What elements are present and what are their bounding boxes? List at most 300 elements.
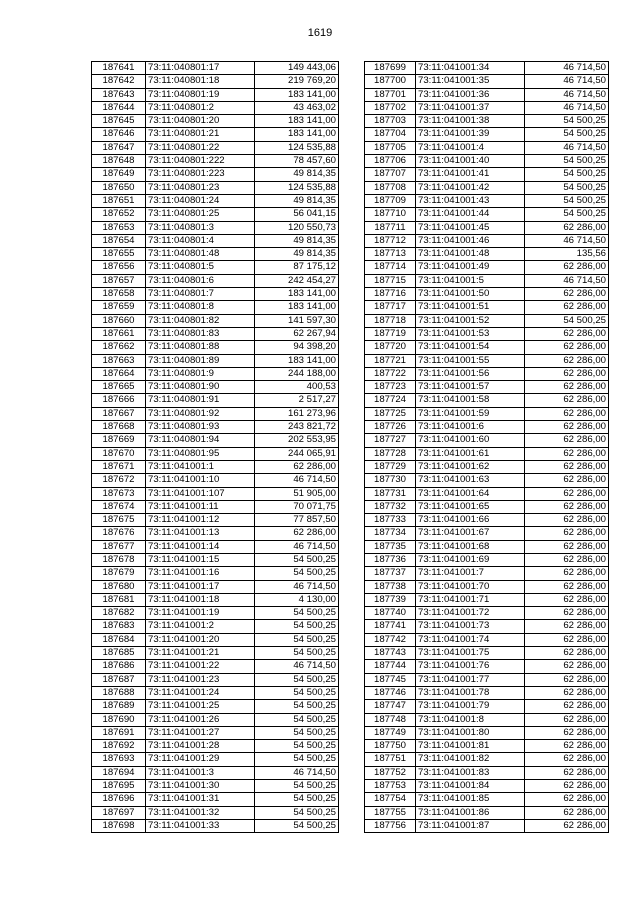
table-row bbox=[365, 567, 609, 580]
value-cell: 62 286,00 bbox=[525, 607, 609, 620]
value-cell: 124 535,88 bbox=[255, 181, 339, 194]
cadastral-number-cell: 73:11:041001:14 bbox=[146, 540, 255, 553]
value-cell: 183 141,00 bbox=[255, 115, 339, 128]
value-cell: 62 286,00 bbox=[525, 553, 609, 566]
cadastral-number-cell: 73:11:041001:51 bbox=[416, 301, 525, 314]
cadastral-number-cell: 73:11:041001:78 bbox=[416, 686, 525, 699]
row-number-cell: 187737 bbox=[365, 567, 416, 580]
table-row bbox=[92, 208, 339, 221]
row-number-cell: 187728 bbox=[365, 447, 416, 460]
value-cell: 62 286,00 bbox=[525, 753, 609, 766]
value-cell: 62 286,00 bbox=[525, 341, 609, 354]
value-cell: 54 500,25 bbox=[255, 740, 339, 753]
value-cell: 46 714,50 bbox=[525, 234, 609, 247]
table-row bbox=[365, 155, 609, 168]
table-row bbox=[92, 181, 339, 194]
row-number-cell: 187703 bbox=[365, 115, 416, 128]
cadastral-number-cell: 73:11:040801:25 bbox=[146, 208, 255, 221]
value-cell: 54 500,25 bbox=[525, 128, 609, 141]
cadastral-number-cell: 73:11:041001:80 bbox=[416, 726, 525, 739]
row-number-cell: 187669 bbox=[92, 434, 146, 447]
value-cell: 62 286,00 bbox=[525, 700, 609, 713]
value-cell: 62 286,00 bbox=[525, 793, 609, 806]
row-number-cell: 187713 bbox=[365, 248, 416, 261]
table-row bbox=[365, 633, 609, 646]
table-row bbox=[365, 421, 609, 434]
cadastral-number-cell: 73:11:041001:66 bbox=[416, 514, 525, 527]
row-number-cell: 187750 bbox=[365, 740, 416, 753]
row-number-cell: 187659 bbox=[92, 301, 146, 314]
cadastral-number-cell: 73:11:041001:62 bbox=[416, 460, 525, 473]
row-number-cell: 187719 bbox=[365, 327, 416, 340]
cadastral-number-cell: 73:11:041001:23 bbox=[146, 673, 255, 686]
table-row bbox=[365, 620, 609, 633]
cadastral-number-cell: 73:11:040801:18 bbox=[146, 75, 255, 88]
row-number-cell: 187755 bbox=[365, 806, 416, 819]
row-number-cell: 187689 bbox=[92, 700, 146, 713]
row-number-cell: 187676 bbox=[92, 527, 146, 540]
row-number-cell: 187702 bbox=[365, 101, 416, 114]
value-cell: 62 286,00 bbox=[525, 474, 609, 487]
cadastral-number-cell: 73:11:041001:79 bbox=[416, 700, 525, 713]
row-number-cell: 187716 bbox=[365, 288, 416, 301]
table-row bbox=[92, 354, 339, 367]
table-row bbox=[92, 766, 339, 779]
row-number-cell: 187658 bbox=[92, 288, 146, 301]
row-number-cell: 187736 bbox=[365, 553, 416, 566]
table-row bbox=[365, 753, 609, 766]
table-row bbox=[92, 780, 339, 793]
cadastral-number-cell: 73:11:041001:4 bbox=[416, 141, 525, 154]
row-number-cell: 187704 bbox=[365, 128, 416, 141]
row-number-cell: 187683 bbox=[92, 620, 146, 633]
row-number-cell: 187717 bbox=[365, 301, 416, 314]
value-cell: 46 714,50 bbox=[255, 660, 339, 673]
row-number-cell: 187722 bbox=[365, 367, 416, 380]
table-row bbox=[92, 168, 339, 181]
cadastral-number-cell: 73:11:041001:27 bbox=[146, 726, 255, 739]
table-row bbox=[365, 407, 609, 420]
row-number-cell: 187682 bbox=[92, 607, 146, 620]
value-cell: 54 500,25 bbox=[255, 753, 339, 766]
value-cell: 49 814,35 bbox=[255, 248, 339, 261]
table-row bbox=[92, 407, 339, 420]
table-row bbox=[365, 527, 609, 540]
value-cell: 54 500,25 bbox=[255, 819, 339, 832]
table-row bbox=[365, 474, 609, 487]
cadastral-number-cell: 73:11:041001:44 bbox=[416, 208, 525, 221]
cadastral-number-cell: 73:11:041001:30 bbox=[146, 780, 255, 793]
value-cell: 54 500,25 bbox=[255, 607, 339, 620]
table-row bbox=[92, 673, 339, 686]
value-cell: 400,53 bbox=[255, 381, 339, 394]
cadastral-number-cell: 73:11:040801:23 bbox=[146, 181, 255, 194]
row-number-cell: 187738 bbox=[365, 580, 416, 593]
row-number-cell: 187718 bbox=[365, 314, 416, 327]
value-cell: 62 286,00 bbox=[525, 806, 609, 819]
cadastral-number-cell: 73:11:040801:5 bbox=[146, 261, 255, 274]
cadastral-number-cell: 73:11:041001:71 bbox=[416, 593, 525, 606]
row-number-cell: 187681 bbox=[92, 593, 146, 606]
row-number-cell: 187708 bbox=[365, 181, 416, 194]
value-cell: 62 286,00 bbox=[525, 819, 609, 832]
value-cell: 54 500,25 bbox=[255, 647, 339, 660]
cadastral-number-cell: 73:11:041001:55 bbox=[416, 354, 525, 367]
table-row bbox=[92, 686, 339, 699]
table-row bbox=[92, 447, 339, 460]
table-row bbox=[92, 421, 339, 434]
cadastral-number-cell: 73:11:040801:92 bbox=[146, 407, 255, 420]
table-row bbox=[92, 128, 339, 141]
value-cell: 54 500,25 bbox=[255, 686, 339, 699]
row-number-cell: 187648 bbox=[92, 155, 146, 168]
row-number-cell: 187655 bbox=[92, 248, 146, 261]
table-row bbox=[365, 553, 609, 566]
value-cell: 62 286,00 bbox=[525, 620, 609, 633]
value-cell: 46 714,50 bbox=[255, 766, 339, 779]
table-row bbox=[92, 115, 339, 128]
row-number-cell: 187711 bbox=[365, 221, 416, 234]
value-cell: 46 714,50 bbox=[525, 101, 609, 114]
row-number-cell: 187656 bbox=[92, 261, 146, 274]
table-row bbox=[365, 514, 609, 527]
row-number-cell: 187712 bbox=[365, 234, 416, 247]
value-cell: 161 273,96 bbox=[255, 407, 339, 420]
value-cell: 62 267,94 bbox=[255, 327, 339, 340]
cadastral-number-cell: 73:11:040801:223 bbox=[146, 168, 255, 181]
row-number-cell: 187667 bbox=[92, 407, 146, 420]
value-cell: 54 500,25 bbox=[255, 567, 339, 580]
cadastral-number-cell: 73:11:041001:84 bbox=[416, 780, 525, 793]
row-number-cell: 187644 bbox=[92, 101, 146, 114]
table-row bbox=[365, 341, 609, 354]
cadastral-number-cell: 73:11:041001:107 bbox=[146, 487, 255, 500]
value-cell: 54 500,25 bbox=[255, 620, 339, 633]
value-cell: 46 714,50 bbox=[525, 141, 609, 154]
value-cell: 54 500,25 bbox=[255, 673, 339, 686]
row-number-cell: 187742 bbox=[365, 633, 416, 646]
cadastral-number-cell: 73:11:041001:1 bbox=[146, 460, 255, 473]
value-cell: 62 286,00 bbox=[525, 460, 609, 473]
cadastral-number-cell: 73:11:040801:83 bbox=[146, 327, 255, 340]
row-number-cell: 187654 bbox=[92, 234, 146, 247]
table-row bbox=[92, 806, 339, 819]
cadastral-number-cell: 73:11:041001:60 bbox=[416, 434, 525, 447]
value-cell: 183 141,00 bbox=[255, 301, 339, 314]
row-number-cell: 187664 bbox=[92, 367, 146, 380]
value-cell: 219 769,20 bbox=[255, 75, 339, 88]
row-number-cell: 187661 bbox=[92, 327, 146, 340]
row-number-cell: 187685 bbox=[92, 647, 146, 660]
row-number-cell: 187649 bbox=[92, 168, 146, 181]
table-row bbox=[365, 208, 609, 221]
cadastral-number-cell: 73:11:041001:61 bbox=[416, 447, 525, 460]
row-number-cell: 187672 bbox=[92, 474, 146, 487]
cadastral-number-cell: 73:11:040801:8 bbox=[146, 301, 255, 314]
row-number-cell: 187732 bbox=[365, 500, 416, 513]
value-cell: 62 286,00 bbox=[525, 261, 609, 274]
cadastral-number-cell: 73:11:041001:18 bbox=[146, 593, 255, 606]
value-cell: 62 286,00 bbox=[525, 367, 609, 380]
row-number-cell: 187731 bbox=[365, 487, 416, 500]
row-number-cell: 187744 bbox=[365, 660, 416, 673]
cadastral-number-cell: 73:11:041001:28 bbox=[146, 740, 255, 753]
value-cell: 183 141,00 bbox=[255, 128, 339, 141]
cadastral-number-cell: 73:11:041001:2 bbox=[146, 620, 255, 633]
table-row bbox=[92, 647, 339, 660]
value-cell: 62 286,00 bbox=[525, 780, 609, 793]
cadastral-number-cell: 73:11:041001:38 bbox=[416, 115, 525, 128]
value-cell: 62 286,00 bbox=[525, 660, 609, 673]
cadastral-number-cell: 73:11:041001:77 bbox=[416, 673, 525, 686]
value-cell: 135,56 bbox=[525, 248, 609, 261]
value-cell: 94 398,20 bbox=[255, 341, 339, 354]
cadastral-number-cell: 73:11:040801:48 bbox=[146, 248, 255, 261]
table-row bbox=[92, 713, 339, 726]
row-number-cell: 187751 bbox=[365, 753, 416, 766]
cadastral-number-cell: 73:11:041001:26 bbox=[146, 713, 255, 726]
table-row bbox=[92, 274, 339, 287]
row-number-cell: 187754 bbox=[365, 793, 416, 806]
table-row bbox=[365, 367, 609, 380]
table-row bbox=[365, 593, 609, 606]
table-row bbox=[92, 155, 339, 168]
value-cell: 78 457,60 bbox=[255, 155, 339, 168]
row-number-cell: 187715 bbox=[365, 274, 416, 287]
row-number-cell: 187684 bbox=[92, 633, 146, 646]
table-row bbox=[92, 88, 339, 101]
value-cell: 54 500,25 bbox=[525, 314, 609, 327]
value-cell: 62 286,00 bbox=[525, 434, 609, 447]
row-number-cell: 187730 bbox=[365, 474, 416, 487]
cadastral-number-cell: 73:11:041001:87 bbox=[416, 819, 525, 832]
cadastral-number-cell: 73:11:041001:48 bbox=[416, 248, 525, 261]
value-cell: 242 454,27 bbox=[255, 274, 339, 287]
row-number-cell: 187753 bbox=[365, 780, 416, 793]
table-row bbox=[92, 514, 339, 527]
row-number-cell: 187688 bbox=[92, 686, 146, 699]
table-row bbox=[92, 234, 339, 247]
row-number-cell: 187662 bbox=[92, 341, 146, 354]
table-row bbox=[365, 88, 609, 101]
cadastral-number-cell: 73:11:041001:12 bbox=[146, 514, 255, 527]
value-cell: 54 500,25 bbox=[525, 115, 609, 128]
value-cell: 46 714,50 bbox=[255, 580, 339, 593]
cadastral-number-cell: 73:11:041001:81 bbox=[416, 740, 525, 753]
table-row bbox=[365, 580, 609, 593]
cadastral-number-cell: 73:11:041001:67 bbox=[416, 527, 525, 540]
value-cell: 183 141,00 bbox=[255, 288, 339, 301]
table-row bbox=[365, 726, 609, 739]
table-row bbox=[365, 168, 609, 181]
table-row bbox=[365, 181, 609, 194]
cadastral-number-cell: 73:11:041001:54 bbox=[416, 341, 525, 354]
table-row bbox=[92, 660, 339, 673]
cadastral-number-cell: 73:11:041001:73 bbox=[416, 620, 525, 633]
table-row bbox=[365, 647, 609, 660]
table-row bbox=[365, 314, 609, 327]
row-number-cell: 187646 bbox=[92, 128, 146, 141]
cadastral-number-cell: 73:11:041001:20 bbox=[146, 633, 255, 646]
cadastral-number-cell: 73:11:041001:83 bbox=[416, 766, 525, 779]
cadastral-number-cell: 73:11:040801:3 bbox=[146, 221, 255, 234]
cadastral-number-cell: 73:11:041001:53 bbox=[416, 327, 525, 340]
value-cell: 87 175,12 bbox=[255, 261, 339, 274]
table-row bbox=[92, 487, 339, 500]
value-cell: 56 041,15 bbox=[255, 208, 339, 221]
value-cell: 46 714,50 bbox=[525, 62, 609, 75]
value-cell: 62 286,00 bbox=[525, 740, 609, 753]
row-number-cell: 187752 bbox=[365, 766, 416, 779]
table-row bbox=[92, 620, 339, 633]
cadastral-number-cell: 73:11:040801:222 bbox=[146, 155, 255, 168]
cadastral-number-cell: 73:11:041001:76 bbox=[416, 660, 525, 673]
value-cell: 62 286,00 bbox=[525, 527, 609, 540]
cadastral-number-cell: 73:11:041001:8 bbox=[416, 713, 525, 726]
row-number-cell: 187694 bbox=[92, 766, 146, 779]
cadastral-number-cell: 73:11:040801:24 bbox=[146, 194, 255, 207]
table-row bbox=[365, 248, 609, 261]
row-number-cell: 187666 bbox=[92, 394, 146, 407]
cadastral-number-cell: 73:11:040801:17 bbox=[146, 62, 255, 75]
row-number-cell: 187671 bbox=[92, 460, 146, 473]
cadastral-number-cell: 73:11:041001:65 bbox=[416, 500, 525, 513]
cadastral-number-cell: 73:11:040801:90 bbox=[146, 381, 255, 394]
table-row bbox=[365, 819, 609, 832]
table-row bbox=[92, 633, 339, 646]
value-cell: 46 714,50 bbox=[525, 88, 609, 101]
cadastral-number-cell: 73:11:041001:58 bbox=[416, 394, 525, 407]
value-cell: 46 714,50 bbox=[525, 75, 609, 88]
value-cell: 54 500,25 bbox=[255, 726, 339, 739]
row-number-cell: 187693 bbox=[92, 753, 146, 766]
cadastral-number-cell: 73:11:041001:19 bbox=[146, 607, 255, 620]
value-cell: 46 714,50 bbox=[255, 540, 339, 553]
value-cell: 62 286,00 bbox=[525, 633, 609, 646]
table-row bbox=[365, 447, 609, 460]
cadastral-number-cell: 73:11:040801:89 bbox=[146, 354, 255, 367]
table-row bbox=[365, 780, 609, 793]
row-number-cell: 187670 bbox=[92, 447, 146, 460]
value-cell: 62 286,00 bbox=[525, 766, 609, 779]
cadastral-number-cell: 73:11:041001:31 bbox=[146, 793, 255, 806]
table-row bbox=[92, 819, 339, 832]
value-cell: 120 550,73 bbox=[255, 221, 339, 234]
row-number-cell: 187691 bbox=[92, 726, 146, 739]
value-cell: 54 500,25 bbox=[255, 780, 339, 793]
table-row bbox=[365, 487, 609, 500]
value-cell: 243 821,72 bbox=[255, 421, 339, 434]
row-number-cell: 187674 bbox=[92, 500, 146, 513]
cadastral-number-cell: 73:11:041001:35 bbox=[416, 75, 525, 88]
row-number-cell: 187723 bbox=[365, 381, 416, 394]
value-cell: 62 286,00 bbox=[525, 288, 609, 301]
table-row bbox=[92, 567, 339, 580]
table-row bbox=[365, 62, 609, 75]
table-row bbox=[92, 221, 339, 234]
cadastral-number-cell: 73:11:041001:70 bbox=[416, 580, 525, 593]
cadastral-number-cell: 73:11:041001:56 bbox=[416, 367, 525, 380]
table-row bbox=[92, 194, 339, 207]
cadastral-number-cell: 73:11:041001:33 bbox=[146, 819, 255, 832]
value-cell: 62 286,00 bbox=[255, 460, 339, 473]
table-row bbox=[92, 474, 339, 487]
table-row bbox=[365, 274, 609, 287]
cadastral-number-cell: 73:11:040801:82 bbox=[146, 314, 255, 327]
row-number-cell: 187756 bbox=[365, 819, 416, 832]
value-cell: 124 535,88 bbox=[255, 141, 339, 154]
row-number-cell: 187641 bbox=[92, 62, 146, 75]
cadastral-number-cell: 73:11:040801:6 bbox=[146, 274, 255, 287]
cadastral-number-cell: 73:11:040801:93 bbox=[146, 421, 255, 434]
cadastral-number-cell: 73:11:041001:63 bbox=[416, 474, 525, 487]
table-row bbox=[92, 753, 339, 766]
value-cell: 54 500,25 bbox=[525, 208, 609, 221]
row-number-cell: 187679 bbox=[92, 567, 146, 580]
table-row bbox=[365, 75, 609, 88]
table-row bbox=[92, 740, 339, 753]
table-row bbox=[92, 394, 339, 407]
table-row bbox=[365, 194, 609, 207]
table-row bbox=[92, 341, 339, 354]
row-number-cell: 187675 bbox=[92, 514, 146, 527]
row-number-cell: 187677 bbox=[92, 540, 146, 553]
table-row bbox=[365, 234, 609, 247]
cadastral-number-cell: 73:11:040801:4 bbox=[146, 234, 255, 247]
row-number-cell: 187741 bbox=[365, 620, 416, 633]
table-row bbox=[365, 500, 609, 513]
table-row bbox=[92, 700, 339, 713]
cadastral-number-cell: 73:11:041001:86 bbox=[416, 806, 525, 819]
table-row bbox=[365, 128, 609, 141]
row-number-cell: 187720 bbox=[365, 341, 416, 354]
table-row bbox=[92, 327, 339, 340]
row-number-cell: 187687 bbox=[92, 673, 146, 686]
value-cell: 54 500,25 bbox=[255, 700, 339, 713]
value-cell: 49 814,35 bbox=[255, 234, 339, 247]
table-row bbox=[92, 261, 339, 274]
value-cell: 183 141,00 bbox=[255, 354, 339, 367]
row-number-cell: 187705 bbox=[365, 141, 416, 154]
row-number-cell: 187660 bbox=[92, 314, 146, 327]
value-cell: 54 500,25 bbox=[255, 713, 339, 726]
cadastral-number-cell: 73:11:040801:20 bbox=[146, 115, 255, 128]
register-table-right bbox=[364, 61, 609, 833]
row-number-cell: 187663 bbox=[92, 354, 146, 367]
cadastral-number-cell: 73:11:041001:22 bbox=[146, 660, 255, 673]
cadastral-number-cell: 73:11:040801:19 bbox=[146, 88, 255, 101]
cadastral-number-cell: 73:11:041001:36 bbox=[416, 88, 525, 101]
row-number-cell: 187680 bbox=[92, 580, 146, 593]
row-number-cell: 187739 bbox=[365, 593, 416, 606]
row-number-cell: 187673 bbox=[92, 487, 146, 500]
table-row bbox=[92, 141, 339, 154]
value-cell: 62 286,00 bbox=[525, 221, 609, 234]
table-row bbox=[365, 141, 609, 154]
cadastral-number-cell: 73:11:040801:91 bbox=[146, 394, 255, 407]
row-number-cell: 187714 bbox=[365, 261, 416, 274]
value-cell: 62 286,00 bbox=[525, 301, 609, 314]
table-row bbox=[365, 740, 609, 753]
cadastral-number-cell: 73:11:041001:52 bbox=[416, 314, 525, 327]
value-cell: 62 286,00 bbox=[255, 527, 339, 540]
cadastral-number-cell: 73:11:040801:88 bbox=[146, 341, 255, 354]
table-row bbox=[365, 288, 609, 301]
value-cell: 244 188,00 bbox=[255, 367, 339, 380]
table-row bbox=[92, 593, 339, 606]
cadastral-number-cell: 73:11:040801:94 bbox=[146, 434, 255, 447]
value-cell: 62 286,00 bbox=[525, 421, 609, 434]
